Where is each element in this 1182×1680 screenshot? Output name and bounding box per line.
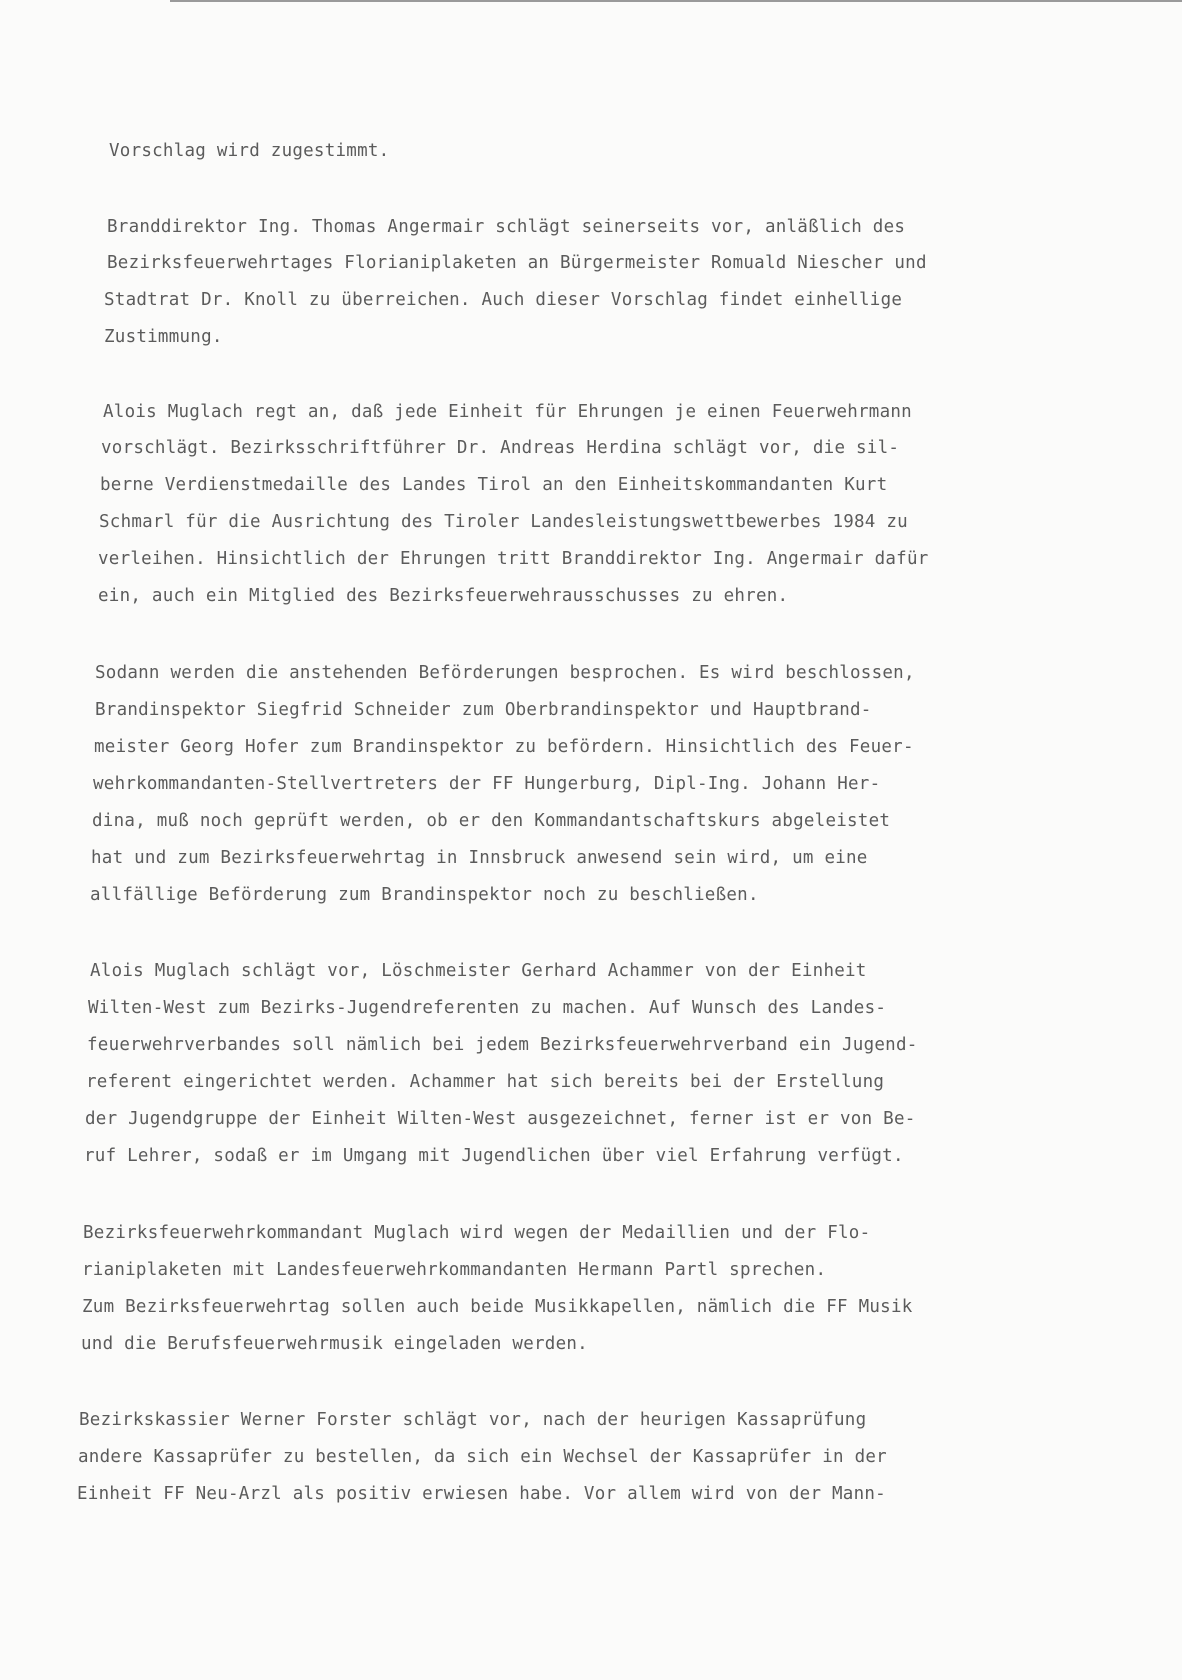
paragraph-2-line-3: Stadtrat Dr. Knoll zu überreichen. Auch dieser Vorschlag findet einhellige xyxy=(104,290,903,310)
paragraph-5-line-5: der Jugendgruppe der Einheit Wilten-West ausgezeichnet, ferner ist er von Be- xyxy=(85,1109,916,1129)
paragraph-5-line-1: Alois Muglach schlägt vor, Löschmeister Gerhard Achammer von der Einheit xyxy=(90,961,867,981)
paragraph-6-line-2: rianiplaketen mit Landesfeuerwehrkommandanten Hermann Partl sprechen. xyxy=(82,1260,827,1280)
paragraph-3-line-2: vorschlägt. Bezirksschriftführer Dr. Andreas Herdina schlägt vor, die sil- xyxy=(101,438,900,458)
paragraph-5-line-4: referent eingerichtet werden. Achammer hat sich bereits bei der Erstellung xyxy=(86,1072,885,1092)
paragraph-2-line-2: Bezirksfeuerwehrtages Florianiplaketen an Bürgermeister Romuald Niescher und xyxy=(107,253,927,273)
paragraph-4-line-6: hat und zum Bezirksfeuerwehrtag in Innsbruck anwesend sein wird, um eine xyxy=(91,848,868,868)
paragraph-4-line-7: allfällige Beförderung zum Brandinspektor noch zu beschließen. xyxy=(90,885,759,905)
paragraph-6-line-4: und die Berufsfeuerwehrmusik eingeladen werden. xyxy=(81,1334,588,1354)
paragraph-1-line-1: Vorschlag wird zugestimmt. xyxy=(109,141,390,161)
paragraph-3-line-5: verleihen. Hinsichtlich der Ehrungen tritt Branddirektor Ing. Angermair dafür xyxy=(98,549,929,569)
paragraph-5-line-6: ruf Lehrer, sodaß er im Umgang mit Jugendlichen über viel Erfahrung verfügt. xyxy=(84,1146,904,1166)
paragraph-2-line-4: Zustimmung. xyxy=(104,327,223,347)
paragraph-4-line-1: Sodann werden die anstehenden Beförderungen besprochen. Es wird beschlossen, xyxy=(95,663,915,683)
paragraph-4-line-5: dina, muß noch geprüft werden, ob er den Kommandantschaftskurs abgeleistet xyxy=(92,811,891,831)
paragraph-7-line-2: andere Kassaprüfer zu bestellen, da sich ein Wechsel der Kassaprüfer in der xyxy=(78,1447,887,1467)
paragraph-5-line-2: Wilten-West zum Bezirks-Jugendreferenten zu machen. Auf Wunsch des Landes- xyxy=(88,998,887,1018)
paragraph-5-line-3: feuerwehrverbandes soll nämlich bei jedem Bezirksfeuerwehrverband ein Jugend- xyxy=(87,1035,918,1055)
paragraph-3-line-1: Alois Muglach regt an, daß jede Einheit für Ehrungen je einen Feuerwehrmann xyxy=(103,402,912,422)
paragraph-4-line-2: Brandinspektor Siegfrid Schneider zum Oberbrandinspektor und Hauptbrand- xyxy=(95,700,872,720)
paragraph-7-line-1: Bezirkskassier Werner Forster schlägt vor, nach der heurigen Kassaprüfung xyxy=(79,1410,867,1430)
paragraph-3-line-4: Schmarl für die Ausrichtung des Tiroler Landesleistungswettbewerbes 1984 zu xyxy=(99,512,908,532)
paragraph-3-line-6: ein, auch ein Mitglied des Bezirksfeuerwehrausschusses zu ehren. xyxy=(98,586,789,606)
paragraph-6-line-3: Zum Bezirksfeuerwehrtag sollen auch beide Musikkapellen, nämlich die FF Musik xyxy=(82,1297,913,1317)
paragraph-3-line-3: berne Verdienstmedaille des Landes Tirol an den Einheitskommandanten Kurt xyxy=(100,475,888,495)
paragraph-2-line-1: Branddirektor Ing. Thomas Angermair schlägt seinerseits vor, anläßlich des xyxy=(107,217,906,237)
paragraph-7-line-3: Einheit FF Neu-Arzl als positiv erwiesen habe. Vor allem wird von der Mann- xyxy=(77,1484,886,1504)
paragraph-4-line-3: meister Georg Hofer zum Brandinspektor zu befördern. Hinsichtlich des Feuer- xyxy=(94,737,914,757)
paragraph-4-line-4: wehrkommandanten-Stellvertreters der FF Hungerburg, Dipl-Ing. Johann Her- xyxy=(93,774,881,794)
paragraph-6-line-1: Bezirksfeuerwehrkommandant Muglach wird wegen der Medaillien und der Flo- xyxy=(83,1223,871,1243)
